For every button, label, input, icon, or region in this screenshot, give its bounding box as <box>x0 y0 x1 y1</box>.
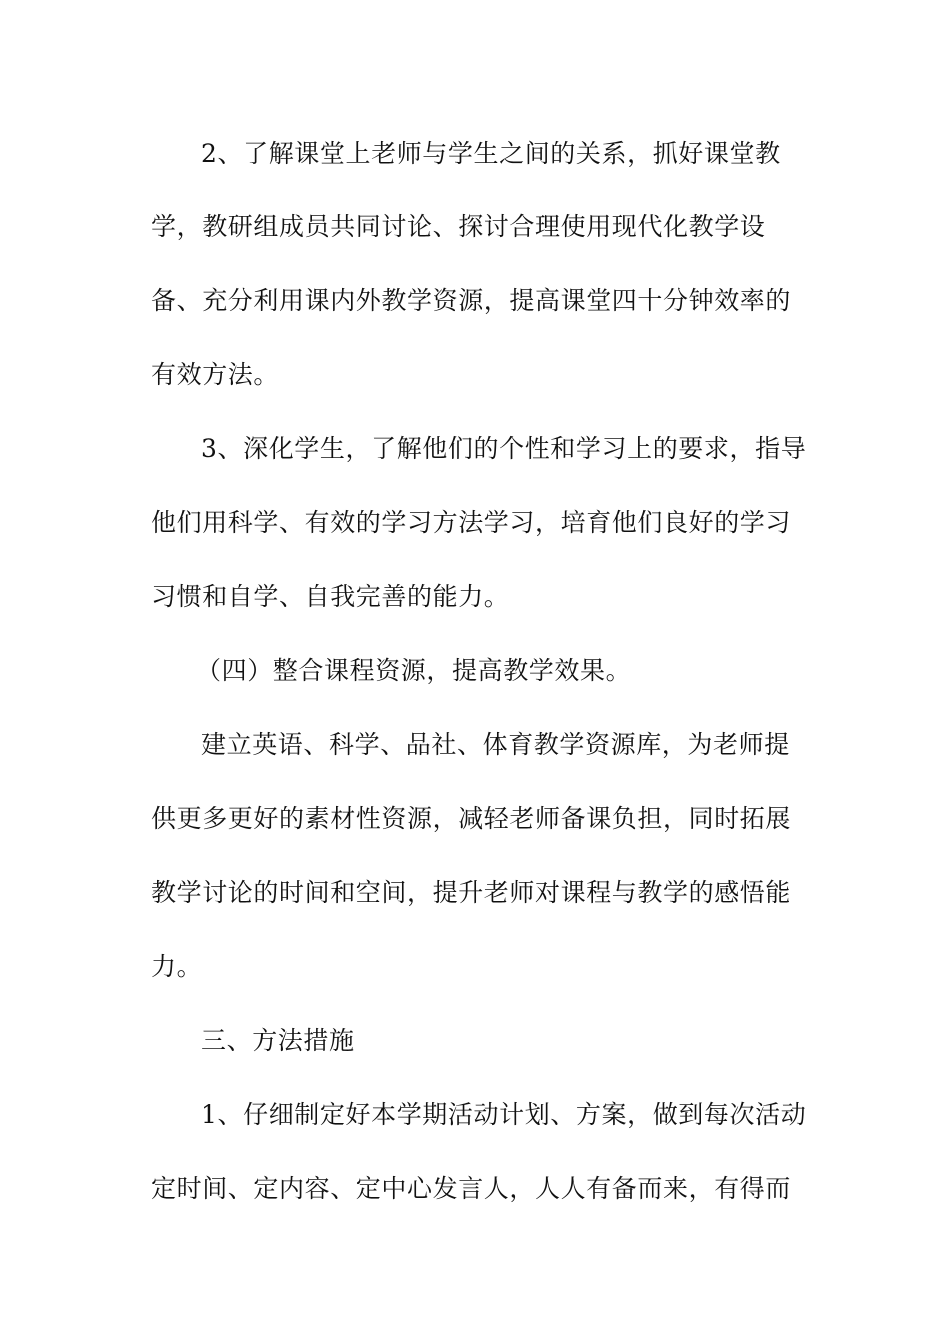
resource-paragraph-line-1: 建立英语、科学、品社、体育教学资源库，为老师提 <box>201 730 790 759</box>
resource-paragraph-line-3: 教学讨论的时间和空间，提升老师对课程与教学的感悟能 <box>151 878 792 907</box>
methods-paragraph-line-2: 定时间、定内容、定中心发言人，人人有备而来，有得而 <box>151 1174 792 1203</box>
paragraph-2-line-1: 2、了解课堂上老师与学生之间的关系，抓好课堂教 <box>201 139 781 168</box>
paragraph-2-line-4: 有效方法。 <box>151 360 280 389</box>
section-heading-methods: 三、方法措施 <box>201 1026 355 1055</box>
paragraph-3-line-1: 3、深化学生，了解他们的个性和学习上的要求，指导 <box>201 434 807 463</box>
section-heading-4: （四）整合课程资源，提高教学效果。 <box>196 656 632 685</box>
paragraph-3-line-2: 他们用科学、有效的学习方法学习，培育他们良好的学习 <box>151 508 792 537</box>
paragraph-2-line-2: 学，教研组成员共同讨论、探讨合理使用现代化教学设 <box>151 212 766 241</box>
resource-paragraph-line-2: 供更多更好的素材性资源，减轻老师备课负担，同时拓展 <box>151 804 792 833</box>
paragraph-2-line-3: 备、充分利用课内外教学资源，提高课堂四十分钟效率的 <box>151 286 792 315</box>
methods-paragraph-line-1: 1、仔细制定好本学期活动计划、方案，做到每次活动 <box>201 1100 807 1129</box>
resource-paragraph-line-4: 力。 <box>151 952 203 981</box>
paragraph-3-line-3: 习惯和自学、自我完善的能力。 <box>151 582 510 611</box>
